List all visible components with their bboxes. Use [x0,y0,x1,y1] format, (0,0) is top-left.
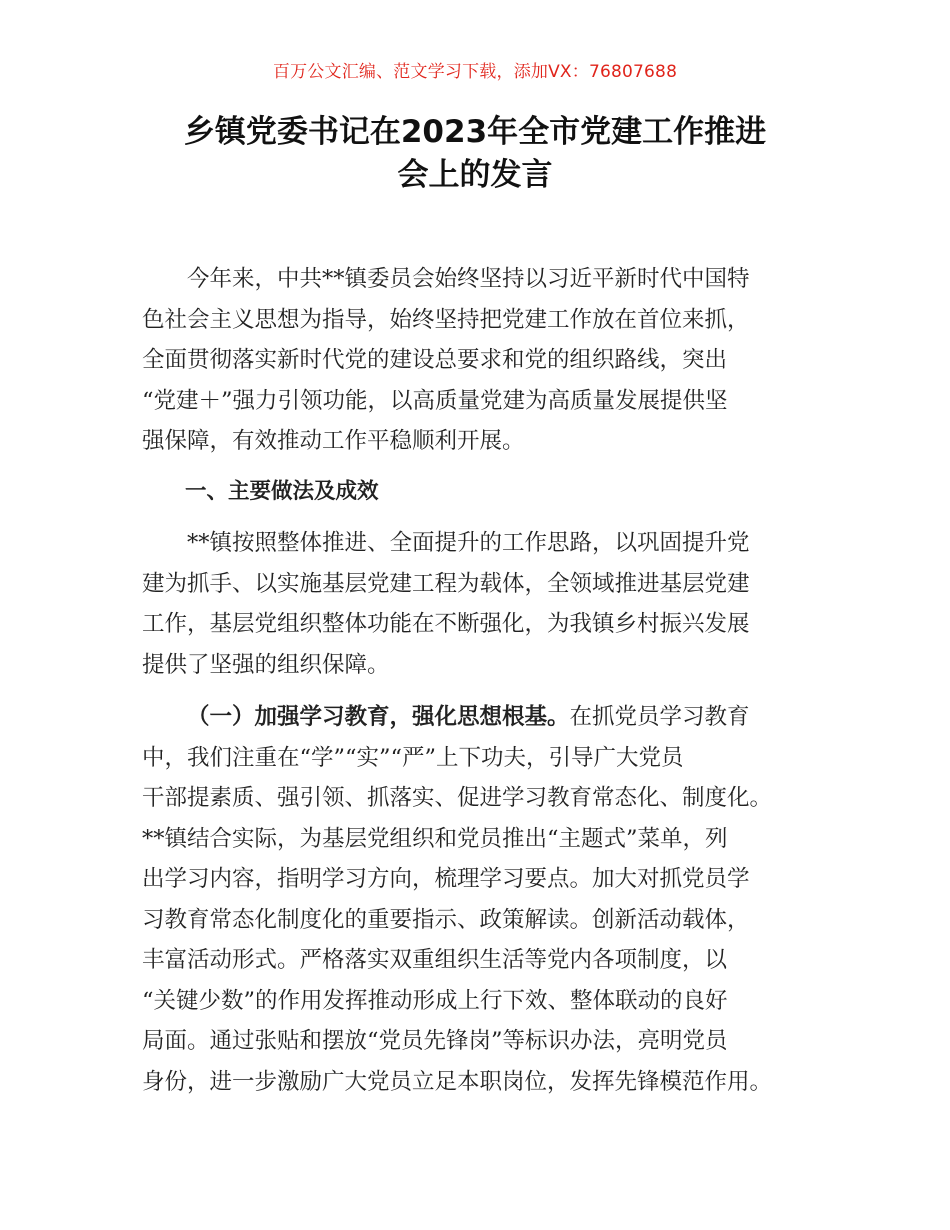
heading-text: 一、主要做法及成效 [185,479,379,504]
subsection-lead: （一）加强学习教育，强化思想根基。 [187,704,570,730]
text-line: 局面。通过张贴和摆放“党员先锋岗”等标识办法，亮明党员 [142,1028,728,1054]
text-line: “党建＋”强力引领功能，以高质量党建为高质量发展提供坚 [142,387,728,414]
text-line: **镇结合实际，为基层党组织和党员推出“主题式”菜单，列 [142,825,728,852]
header-note: 百万公文汇编、范文学习下载，添加VX：76807688 [272,62,678,82]
text-line: 丰富活动形式。严格落实双重组织生活等党内各项制度，以 [142,947,728,973]
text-line: 中，我们注重在“学”“实”“严”上下功夫，引导广大党员 [142,744,684,771]
text-line: **镇按照整体推进、全面提升的工作思路，以巩固提升党 [187,530,750,556]
text-line: 全面贯彻落实新时代党的建设总要求和党的组织路线，突出 [142,347,728,373]
paragraph-intro [142,259,817,462]
text-line: 工作，基层党组织整体功能在不断强化，为我镇乡村振兴发展 [142,611,750,637]
text-line: 建为抓手、以实施基层党建工程为载体，全领域推进基层党建 [142,570,750,597]
text-line: 强保障，有效推动工作平稳顺利开展。 [142,428,525,454]
title-line-1: 乡镇党委书记在2023年全市党建工作推进 [183,114,767,150]
title-line-2: 会上的发言 [397,157,553,193]
document-title [120,111,830,197]
paragraph-section-1 [142,523,817,685]
text-line: 提供了坚强的组织保障。 [142,651,390,678]
paragraph-subsection-1 [142,697,817,1102]
text-line: 身份，进一步激励广大党员立足本职岗位，发挥先锋模范作用。 [142,1068,773,1095]
text-line [142,697,817,738]
text-line: 干部提素质、强引领、抓落实、促进学习教育常态化、制度化。 [142,785,773,811]
text-line: 出学习内容，指明学习方向，梳理学习要点。加大对抓党员学 [142,866,750,892]
lead-continuation: 在抓党员学习教育 [569,704,750,730]
text-line: “关键少数”的作用发挥推动形成上行下效、整体联动的良好 [142,987,728,1014]
text-line: 今年来，中共**镇委员会始终坚持以习近平新时代中国特 [187,266,750,292]
text-line: 色社会主义思想为指导，始终坚持把党建工作放在首位来抓， [142,306,750,333]
text-line: 习教育常态化制度化的重要指示、政策解读。创新活动载体， [142,906,750,933]
section-heading-1 [142,472,817,513]
